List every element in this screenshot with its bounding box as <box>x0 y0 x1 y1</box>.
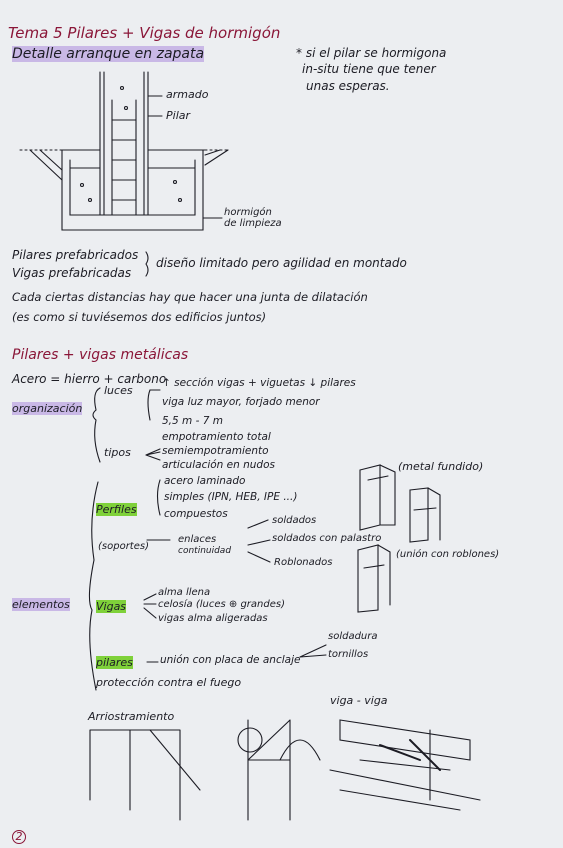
note-line-3: unas esperas. <box>306 79 390 93</box>
tipos-item-3: articulación en nudos <box>162 459 275 471</box>
tipos-item-1: empotramiento total <box>162 431 271 443</box>
elementos-highlight: elementos <box>12 598 70 611</box>
pilares-highlight: pilares <box>96 656 133 669</box>
perfiles-item-2: simples (IPN, HEB, IPE ...) <box>164 491 298 503</box>
elementos-label <box>12 598 70 612</box>
prefab-brace-text: diseño limitado pero agilidad en montado <box>156 256 407 270</box>
acero-line: Acero = hierro + carbono <box>12 372 167 386</box>
union-roblones: (unión con roblones) <box>396 549 500 560</box>
prefab-line-1: Pilares prefabricados <box>12 248 139 262</box>
vigas-highlight: Vigas <box>96 600 127 613</box>
note-line-2: in-situ tiene que tener <box>302 62 436 76</box>
luces-item-2: viga luz mayor, forjado menor <box>162 396 320 408</box>
vigas-item-2: celosía (luces ⊕ grandes) <box>158 599 285 610</box>
subtitle-highlight: Detalle arranque en zapata <box>12 46 205 62</box>
label-pilar: Pilar <box>166 109 191 122</box>
luces-item-3: 5,5 m - 7 m <box>162 415 223 427</box>
label-armado: armado <box>166 88 209 101</box>
pilares-text: unión con placa de anclaje <box>160 654 301 666</box>
bracing-sketches <box>90 720 320 820</box>
vigas-item-3: vigas alma aligeradas <box>158 613 268 624</box>
vigas-item-1: alma llena <box>158 587 211 598</box>
perfiles-item-3: compuestos <box>164 508 228 520</box>
organizacion-label <box>12 402 82 416</box>
organizacion-highlight: organización <box>12 402 83 415</box>
beam-beam-sketch <box>330 720 480 810</box>
tipos-item-2: semiempotramiento <box>162 445 269 457</box>
perfiles-highlight: Perfiles <box>96 503 137 516</box>
arriostramiento-label: Arriostramiento <box>88 710 175 723</box>
metal-fundido: (metal fundido) <box>398 460 484 473</box>
enlaces-label: enlaces <box>178 534 217 545</box>
page-title: Tema 5 Pilares + Vigas de hormigón <box>8 24 281 42</box>
continuidad-label: continuidad <box>178 546 232 556</box>
pilares-item-2: tornillos <box>328 649 369 660</box>
label-hormigon: hormigón <box>224 207 272 218</box>
prefab-line-2: Vigas prefabricadas <box>12 266 132 280</box>
proteccion-line: protección contra el fuego <box>96 676 242 689</box>
perfiles-item-1: acero laminado <box>164 475 246 487</box>
luces-label: luces <box>104 384 133 397</box>
page-number: 2 <box>12 830 26 844</box>
pilares-label <box>96 656 133 670</box>
viga-viga-label: viga - viga <box>330 694 388 707</box>
luces-item-1: ↑ sección vigas + viguetas ↓ pilares <box>162 377 356 389</box>
label-limpieza: de limpieza <box>224 218 282 229</box>
prefab-brace <box>146 252 148 276</box>
note-line-1: * si el pilar se hormigona <box>296 46 447 60</box>
enlaces-item-3: Roblonados <box>274 557 333 568</box>
enlaces-item-1: soldados <box>272 515 317 526</box>
subtitle <box>12 47 204 61</box>
prefab-line-4: (es como si tuviésemos dos edificios juntos) <box>12 310 267 324</box>
prefab-line-3: Cada ciertas distancias hay que hacer una junta de dilatación <box>12 290 368 304</box>
org-brace <box>93 388 100 462</box>
perfiles-label <box>96 503 137 517</box>
vigas-label <box>96 600 126 614</box>
tipos-label: tipos <box>104 446 131 459</box>
pilares-item-1: soldadura <box>328 631 378 642</box>
soportes-label: (soportes) <box>98 541 149 552</box>
enlaces-item-2: soldados con palastro <box>272 533 382 544</box>
metal-heading: Pilares + vigas metálicas <box>12 347 189 363</box>
